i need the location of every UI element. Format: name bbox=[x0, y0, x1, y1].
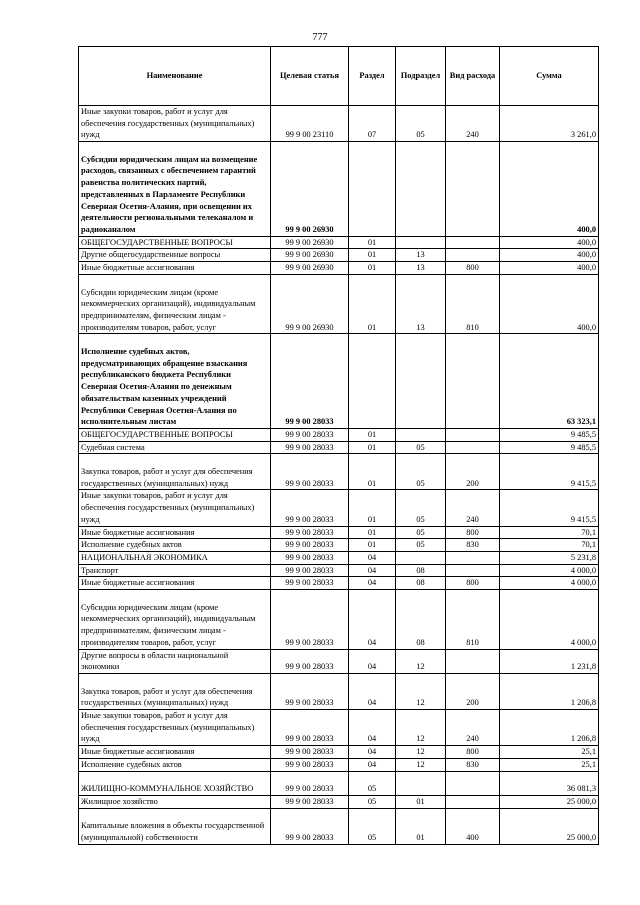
row-section: 04 bbox=[349, 551, 396, 564]
row-expense-type: 240 bbox=[446, 710, 500, 746]
row-section: 01 bbox=[349, 526, 396, 539]
row-name: Исполнение судебных актов bbox=[79, 539, 271, 552]
row-subsection: 08 bbox=[396, 564, 446, 577]
header-amount: Сумма bbox=[500, 47, 599, 106]
row-amount: 3 261,0 bbox=[500, 106, 599, 142]
row-section: 01 bbox=[349, 428, 396, 441]
row-name: Капитальные вложения в объекты государственной (муниципальной) собственности bbox=[79, 808, 271, 844]
row-subsection bbox=[396, 334, 446, 429]
header-section: Раздел bbox=[349, 47, 396, 106]
table-row bbox=[79, 564, 599, 577]
header-name: Наименование bbox=[79, 47, 271, 106]
header-subsection: Подраздел bbox=[396, 47, 446, 106]
row-subsection bbox=[396, 771, 446, 795]
row-expense-type: 240 bbox=[446, 490, 500, 526]
row-expense-type bbox=[446, 551, 500, 564]
row-section: 01 bbox=[349, 454, 396, 490]
row-amount: 5 231,8 bbox=[500, 551, 599, 564]
table-row bbox=[79, 249, 599, 262]
row-expense-type: 810 bbox=[446, 590, 500, 650]
row-amount: 25 000,0 bbox=[500, 795, 599, 808]
row-expense-type: 800 bbox=[446, 526, 500, 539]
row-section: 07 bbox=[349, 106, 396, 142]
table-row bbox=[79, 142, 599, 237]
row-section: 04 bbox=[349, 710, 396, 746]
table-row bbox=[79, 274, 599, 334]
row-subsection: 05 bbox=[396, 454, 446, 490]
row-expense-type: 800 bbox=[446, 262, 500, 275]
row-amount: 9 415,5 bbox=[500, 454, 599, 490]
row-name: Иные закупки товаров, работ и услуг для обеспечения государственных (муниципальных) нужд bbox=[79, 710, 271, 746]
row-section: 04 bbox=[349, 673, 396, 709]
row-target: 99 9 00 28033 bbox=[271, 334, 349, 429]
row-name: Другие общегосударственные вопросы bbox=[79, 249, 271, 262]
row-target: 99 9 00 28033 bbox=[271, 771, 349, 795]
row-target: 99 9 00 26930 bbox=[271, 142, 349, 237]
row-expense-type bbox=[446, 236, 500, 249]
row-name: Жилищное хозяйство bbox=[79, 795, 271, 808]
row-subsection: 13 bbox=[396, 274, 446, 334]
row-target: 99 9 00 28033 bbox=[271, 590, 349, 650]
table-row bbox=[79, 673, 599, 709]
row-target: 99 9 00 26930 bbox=[271, 262, 349, 275]
table-row bbox=[79, 551, 599, 564]
row-amount: 1 206,8 bbox=[500, 710, 599, 746]
row-expense-type: 810 bbox=[446, 274, 500, 334]
row-target: 99 9 00 28033 bbox=[271, 428, 349, 441]
row-name: ОБЩЕГОСУДАРСТВЕННЫЕ ВОПРОСЫ bbox=[79, 236, 271, 249]
row-target: 99 9 00 28033 bbox=[271, 808, 349, 844]
row-name: Судебная система bbox=[79, 441, 271, 454]
row-target: 99 9 00 28033 bbox=[271, 746, 349, 759]
row-target: 99 9 00 26930 bbox=[271, 274, 349, 334]
row-expense-type bbox=[446, 771, 500, 795]
row-name: Иные бюджетные ассигнования bbox=[79, 577, 271, 590]
row-section bbox=[349, 334, 396, 429]
row-section: 05 bbox=[349, 795, 396, 808]
row-subsection: 05 bbox=[396, 526, 446, 539]
row-subsection bbox=[396, 428, 446, 441]
row-amount: 400,0 bbox=[500, 249, 599, 262]
row-name: Иные бюджетные ассигнования bbox=[79, 262, 271, 275]
page-number: 777 bbox=[312, 32, 328, 43]
row-section: 01 bbox=[349, 262, 396, 275]
row-target: 99 9 00 26930 bbox=[271, 236, 349, 249]
row-expense-type: 830 bbox=[446, 539, 500, 552]
budget-table bbox=[78, 46, 599, 845]
table-row bbox=[79, 106, 599, 142]
row-amount: 400,0 bbox=[500, 274, 599, 334]
row-subsection: 01 bbox=[396, 808, 446, 844]
row-subsection: 13 bbox=[396, 249, 446, 262]
table-header-row bbox=[79, 47, 599, 106]
row-amount: 36 081,3 bbox=[500, 771, 599, 795]
table-row bbox=[79, 649, 599, 673]
row-subsection: 12 bbox=[396, 710, 446, 746]
table-row bbox=[79, 746, 599, 759]
row-amount: 70,1 bbox=[500, 539, 599, 552]
row-section: 04 bbox=[349, 564, 396, 577]
row-amount: 9 415,5 bbox=[500, 490, 599, 526]
table-row bbox=[79, 808, 599, 844]
row-expense-type bbox=[446, 428, 500, 441]
row-section: 01 bbox=[349, 441, 396, 454]
table-row bbox=[79, 771, 599, 795]
row-name: Субсидии юридическим лицам (кроме некоммерческих организаций), индивидуальным предпринимателям, физическим лицам - производителям товаров, работ, услуг bbox=[79, 274, 271, 334]
row-name: Другие вопросы в области национальной экономики bbox=[79, 649, 271, 673]
row-amount: 400,0 bbox=[500, 142, 599, 237]
row-amount: 400,0 bbox=[500, 262, 599, 275]
row-expense-type: 400 bbox=[446, 808, 500, 844]
row-target: 99 9 00 28033 bbox=[271, 795, 349, 808]
row-name: Иные закупки товаров, работ и услуг для обеспечения государственных (муниципальных) нужд bbox=[79, 106, 271, 142]
row-section: 01 bbox=[349, 274, 396, 334]
row-section bbox=[349, 142, 396, 237]
row-amount: 9 485,5 bbox=[500, 441, 599, 454]
row-amount: 25 000,0 bbox=[500, 808, 599, 844]
row-amount: 400,0 bbox=[500, 236, 599, 249]
row-subsection bbox=[396, 551, 446, 564]
row-subsection: 08 bbox=[396, 590, 446, 650]
row-expense-type bbox=[446, 142, 500, 237]
table-row bbox=[79, 454, 599, 490]
row-name: ЖИЛИЩНО-КОММУНАЛЬНОЕ ХОЗЯЙСТВО bbox=[79, 771, 271, 795]
row-subsection: 12 bbox=[396, 649, 446, 673]
row-name: Иные закупки товаров, работ и услуг для обеспечения государственных (муниципальных) нужд bbox=[79, 490, 271, 526]
row-expense-type: 200 bbox=[446, 454, 500, 490]
row-amount: 1 231,8 bbox=[500, 649, 599, 673]
row-expense-type: 240 bbox=[446, 106, 500, 142]
row-amount: 1 206,8 bbox=[500, 673, 599, 709]
row-expense-type bbox=[446, 441, 500, 454]
row-name: Иные бюджетные ассигнования bbox=[79, 746, 271, 759]
row-amount: 25,1 bbox=[500, 758, 599, 771]
row-target: 99 9 00 28033 bbox=[271, 454, 349, 490]
table-row bbox=[79, 590, 599, 650]
table-row bbox=[79, 577, 599, 590]
table-row bbox=[79, 428, 599, 441]
table-row bbox=[79, 262, 599, 275]
table-row bbox=[79, 526, 599, 539]
row-amount: 4 000,0 bbox=[500, 577, 599, 590]
row-expense-type bbox=[446, 564, 500, 577]
row-section: 01 bbox=[349, 490, 396, 526]
table-row bbox=[79, 539, 599, 552]
row-target: 99 9 00 23110 bbox=[271, 106, 349, 142]
row-section: 01 bbox=[349, 236, 396, 249]
header-expense-type: Вид расхода bbox=[446, 47, 500, 106]
row-amount: 9 485,5 bbox=[500, 428, 599, 441]
row-amount: 4 000,0 bbox=[500, 590, 599, 650]
row-subsection bbox=[396, 142, 446, 237]
row-amount: 70,1 bbox=[500, 526, 599, 539]
row-subsection: 05 bbox=[396, 539, 446, 552]
row-expense-type: 800 bbox=[446, 577, 500, 590]
table-row bbox=[79, 236, 599, 249]
row-name: Закупка товаров, работ и услуг для обеспечения государственных (муниципальных) нужд bbox=[79, 454, 271, 490]
row-name: Иные бюджетные ассигнования bbox=[79, 526, 271, 539]
row-amount: 4 000,0 bbox=[500, 564, 599, 577]
table-row bbox=[79, 795, 599, 808]
row-name: Субсидии юридическим лицам (кроме некоммерческих организаций), индивидуальным предпринимателям, физическим лицам - производителям товаров, работ, услуг bbox=[79, 590, 271, 650]
row-subsection: 13 bbox=[396, 262, 446, 275]
row-name: НАЦИОНАЛЬНАЯ ЭКОНОМИКА bbox=[79, 551, 271, 564]
row-target: 99 9 00 28033 bbox=[271, 526, 349, 539]
row-target: 99 9 00 28033 bbox=[271, 710, 349, 746]
table-row bbox=[79, 758, 599, 771]
row-subsection: 01 bbox=[396, 795, 446, 808]
row-name: Исполнение судебных актов bbox=[79, 758, 271, 771]
row-subsection: 12 bbox=[396, 758, 446, 771]
header-target: Целевая статья bbox=[271, 47, 349, 106]
row-target: 99 9 00 28033 bbox=[271, 551, 349, 564]
row-section: 04 bbox=[349, 590, 396, 650]
row-target: 99 9 00 28033 bbox=[271, 539, 349, 552]
row-section: 01 bbox=[349, 539, 396, 552]
row-expense-type: 830 bbox=[446, 758, 500, 771]
table-row bbox=[79, 490, 599, 526]
row-target: 99 9 00 28033 bbox=[271, 577, 349, 590]
row-subsection: 12 bbox=[396, 673, 446, 709]
row-subsection: 05 bbox=[396, 490, 446, 526]
row-target: 99 9 00 28033 bbox=[271, 564, 349, 577]
row-expense-type bbox=[446, 249, 500, 262]
row-target: 99 9 00 28033 bbox=[271, 441, 349, 454]
row-target: 99 9 00 28033 bbox=[271, 490, 349, 526]
row-name: Исполнение судебных актов, предусматривающих обращение взыскания республиканского бюджета Республики Северная Осетия-Алания по денежным обязательствам казенных учреждений Республики Северная Осетия-Алания по исполнительным листам bbox=[79, 334, 271, 429]
row-section: 04 bbox=[349, 649, 396, 673]
row-name: Транспорт bbox=[79, 564, 271, 577]
table-row bbox=[79, 334, 599, 429]
row-section: 05 bbox=[349, 808, 396, 844]
row-target: 99 9 00 28033 bbox=[271, 758, 349, 771]
row-name: Субсидии юридическим лицам на возмещение расходов, связанных с обеспечением гарантий равенства политических партий, представленных в Парламенте Республики Северная Осетия-Алания, при освещении их деятельности региональными телеканалом и радиоканалом bbox=[79, 142, 271, 237]
row-section: 05 bbox=[349, 771, 396, 795]
row-expense-type bbox=[446, 649, 500, 673]
row-amount: 63 323,1 bbox=[500, 334, 599, 429]
row-name: ОБЩЕГОСУДАРСТВЕННЫЕ ВОПРОСЫ bbox=[79, 428, 271, 441]
row-section: 01 bbox=[349, 249, 396, 262]
row-expense-type: 800 bbox=[446, 746, 500, 759]
row-target: 99 9 00 26930 bbox=[271, 249, 349, 262]
row-subsection: 05 bbox=[396, 441, 446, 454]
table-row bbox=[79, 710, 599, 746]
row-subsection bbox=[396, 236, 446, 249]
row-target: 99 9 00 28033 bbox=[271, 673, 349, 709]
row-expense-type: 200 bbox=[446, 673, 500, 709]
row-amount: 25,1 bbox=[500, 746, 599, 759]
row-target: 99 9 00 28033 bbox=[271, 649, 349, 673]
table-row bbox=[79, 441, 599, 454]
row-section: 04 bbox=[349, 758, 396, 771]
row-name: Закупка товаров, работ и услуг для обеспечения государственных (муниципальных) нужд bbox=[79, 673, 271, 709]
row-subsection: 08 bbox=[396, 577, 446, 590]
row-expense-type bbox=[446, 795, 500, 808]
row-subsection: 12 bbox=[396, 746, 446, 759]
row-subsection: 05 bbox=[396, 106, 446, 142]
row-section: 04 bbox=[349, 746, 396, 759]
row-expense-type bbox=[446, 334, 500, 429]
row-section: 04 bbox=[349, 577, 396, 590]
